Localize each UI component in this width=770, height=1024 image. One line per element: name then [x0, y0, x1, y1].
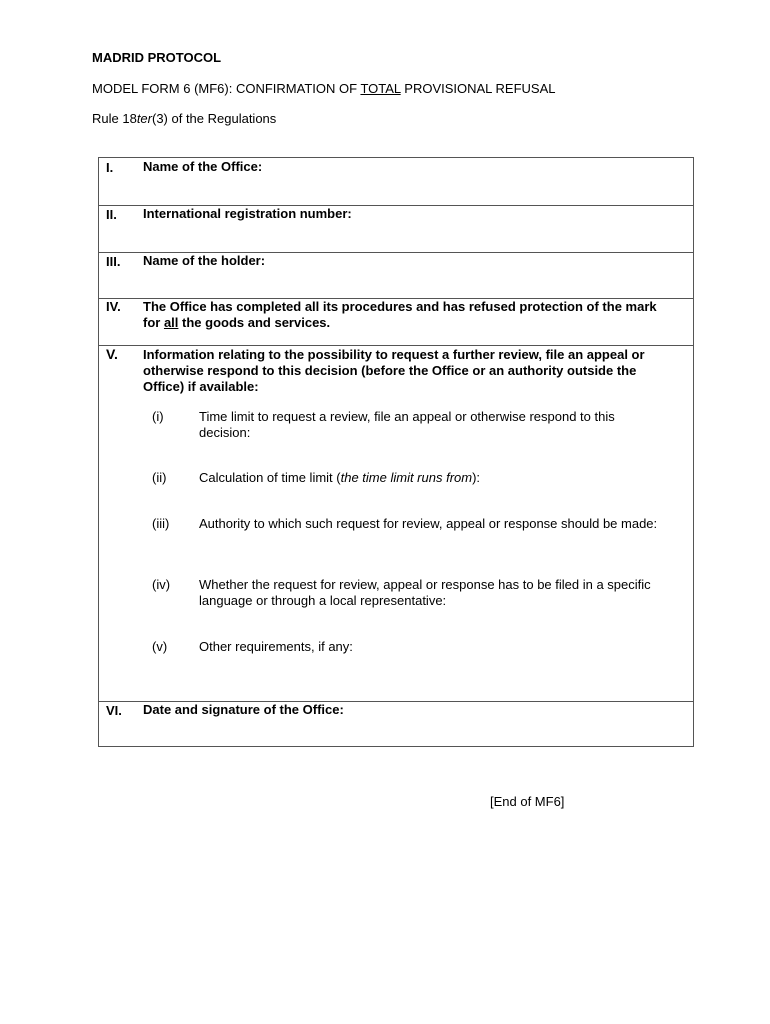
form-table	[98, 157, 694, 747]
section-label-name-of-office: Name of the Office:	[143, 159, 263, 174]
subitem-number: (i)	[152, 409, 164, 424]
calc-prefix: Calculation of time limit (	[199, 470, 341, 485]
subitem-time-calculation	[199, 470, 663, 486]
form-subtitle	[92, 81, 556, 96]
section-label-date-signature: Date and signature of the Office:	[143, 702, 344, 717]
calc-suffix: ):	[472, 470, 481, 485]
section-label-registration-number: International registration number:	[143, 206, 352, 221]
subitem-number: (v)	[152, 639, 168, 654]
document-title: MADRID PROTOCOL	[92, 50, 222, 65]
section-number: II.	[106, 207, 117, 222]
section-row-name-of-office	[99, 158, 693, 206]
section-row-date-signature	[99, 701, 693, 747]
calc-italic: the time limit runs from	[340, 470, 473, 485]
section-number: III.	[106, 254, 121, 269]
subitem-other-requirements: Other requirements, if any:	[199, 639, 353, 654]
subitem-language: Whether the request for review, appeal or response has to be filed in a specific language or through a local representative:	[199, 577, 651, 608]
section-row-name-of-holder	[99, 252, 693, 299]
rule-reference	[92, 111, 276, 126]
section-row-refusal-statement	[99, 298, 693, 346]
subitem-number: (iv)	[152, 577, 171, 592]
end-note: [End of MF6]	[490, 794, 565, 809]
section-number: V.	[106, 346, 118, 362]
subitem-number: (ii)	[152, 470, 167, 485]
subitem-time-limit: Time limit to request a review, file an appeal or otherwise respond to this decision:	[199, 409, 615, 440]
refusal-prefix: The Office has completed all its procedures and has refused protection of the mark for	[143, 299, 657, 330]
form-subtitle-prefix: MODEL FORM 6 (MF6): CONFIRMATION OF	[92, 81, 361, 96]
rule-prefix: Rule 18	[92, 111, 137, 126]
subitem-authority: Authority to which such request for review, appeal or response should be made:	[199, 516, 658, 531]
rule-suffix: (3) of the Regulations	[151, 111, 277, 126]
section-row-registration-number	[99, 205, 693, 253]
form-subtitle-underlined: TOTAL	[360, 81, 401, 96]
section-number: IV.	[106, 299, 121, 314]
section-row-review-information	[99, 345, 693, 702]
refusal-underlined: all	[163, 315, 179, 330]
section-label-review-information: Information relating to the possibility to request a further review, file an appeal or otherwise respond to this decision (before the Office or an authority outside the Office) if available:	[143, 347, 645, 394]
rule-italic: ter	[136, 111, 152, 126]
section-number: VI.	[106, 703, 122, 718]
form-subtitle-suffix: PROVISIONAL REFUSAL	[400, 81, 556, 96]
section-label-name-of-holder: Name of the holder:	[143, 253, 266, 268]
section-number: I.	[106, 160, 114, 175]
subitem-number: (iii)	[152, 516, 170, 531]
section-label-refusal-statement	[143, 299, 675, 331]
refusal-suffix: the goods and services.	[178, 315, 331, 330]
